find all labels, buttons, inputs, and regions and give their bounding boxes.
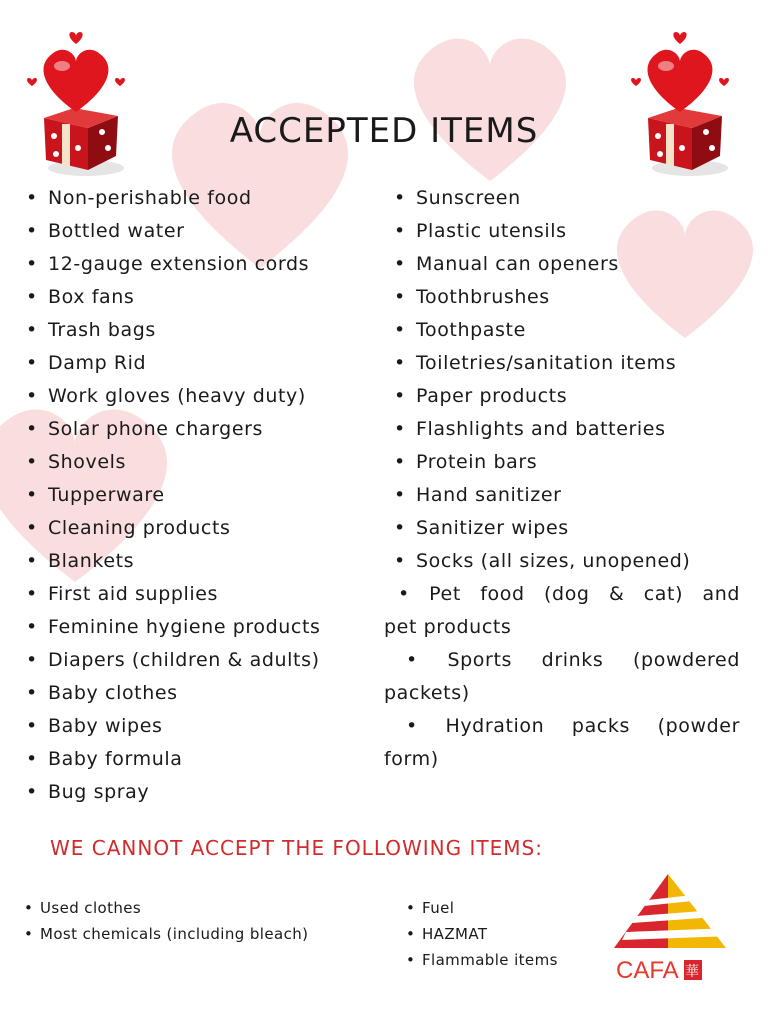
bullet: •	[394, 484, 406, 506]
accepted-item-label: Sanitizer wipes	[416, 517, 569, 539]
rejected-item-label: Flammable items	[422, 951, 558, 969]
word: (powder	[657, 715, 740, 737]
accepted-item-label: Toiletries/sanitation items	[416, 352, 677, 374]
accepted-item-label: Box fans	[48, 286, 135, 308]
rejected-item-label: Used clothes	[40, 899, 142, 917]
bullet: •	[394, 517, 406, 539]
accepted-item	[26, 182, 321, 215]
bullet: •	[26, 715, 38, 737]
accepted-item	[394, 413, 690, 446]
accepted-item	[394, 545, 690, 578]
bullet: •	[394, 286, 406, 308]
accepted-item	[26, 611, 321, 644]
accepted-item	[26, 248, 321, 281]
accepted-item	[26, 644, 321, 677]
bullet: •	[24, 925, 34, 943]
logo-text: CAFA	[616, 957, 679, 984]
accepted-item	[26, 314, 321, 347]
bullet: •	[394, 253, 406, 275]
bullet: •	[26, 616, 38, 638]
accepted-item-label: Plastic utensils	[416, 220, 567, 242]
logo-seal-text: 華	[685, 964, 699, 980]
accepted-item	[394, 347, 690, 380]
accepted-item-label: Non-perishable food	[48, 187, 252, 209]
accepted-item-second-line: pet products	[384, 616, 512, 638]
accepted-item	[394, 479, 690, 512]
gift-box-heart-icon	[16, 30, 128, 180]
rejected-item-label: HAZMAT	[422, 925, 488, 943]
accepted-item	[394, 380, 690, 413]
accepted-item-label: Bug spray	[48, 781, 150, 803]
accepted-item-label: Blankets	[48, 550, 135, 572]
accepted-item-label: 12-gauge extension cords	[48, 253, 310, 275]
background-heart-decoration	[395, 0, 585, 210]
rejected-item-label: Most chemicals (including bleach)	[40, 925, 309, 943]
accepted-item-label: Work gloves (heavy duty)	[48, 385, 306, 407]
accepted-item	[394, 314, 690, 347]
bullet: •	[26, 319, 38, 341]
accepted-item-label: Trash bags	[48, 319, 156, 341]
accepted-item	[26, 545, 321, 578]
word: Sports	[447, 649, 512, 671]
accepted-item	[394, 248, 690, 281]
accepted-item-label: Manual can openers	[416, 253, 619, 275]
accepted-item	[26, 446, 321, 479]
accepted-item	[384, 644, 740, 710]
bullet: •	[406, 951, 416, 969]
rejected-item	[24, 921, 308, 947]
word: food	[480, 583, 525, 605]
bullet: •	[394, 418, 406, 440]
accepted-item	[26, 677, 321, 710]
accepted-item-label: Solar phone chargers	[48, 418, 264, 440]
accepted-item-first-line	[384, 578, 740, 611]
word: •	[406, 649, 418, 671]
word: (dog	[544, 583, 590, 605]
accepted-item-label: Baby clothes	[48, 682, 178, 704]
bullet: •	[394, 451, 406, 473]
bullet: •	[26, 748, 38, 770]
word: drinks	[541, 649, 604, 671]
accepted-item	[26, 512, 321, 545]
bullet: •	[26, 187, 38, 209]
accepted-item	[26, 413, 321, 446]
word: Hydration	[445, 715, 545, 737]
bullet: •	[394, 385, 406, 407]
bullet: •	[26, 286, 38, 308]
word: and	[702, 583, 740, 605]
accepted-item	[26, 743, 321, 776]
word: •	[398, 583, 410, 605]
accepted-items-left-list	[26, 182, 321, 809]
rejected-item	[406, 947, 558, 973]
accepted-item-label: Hand sanitizer	[416, 484, 562, 506]
accepted-item-label: Socks (all sizes, unopened)	[416, 550, 691, 572]
bullet: •	[26, 451, 38, 473]
bullet: •	[26, 583, 38, 605]
bullet: •	[394, 550, 406, 572]
word: •	[406, 715, 418, 737]
bullet: •	[26, 220, 38, 242]
accepted-item	[394, 446, 690, 479]
bullet: •	[26, 781, 38, 803]
accepted-item	[26, 281, 321, 314]
word: Pet	[429, 583, 461, 605]
rejected-item	[406, 921, 558, 947]
rejected-item	[406, 895, 558, 921]
accepted-item	[384, 578, 740, 644]
accepted-item	[26, 215, 321, 248]
bullet: •	[26, 517, 38, 539]
accepted-item-first-line	[384, 644, 740, 677]
rejected-item	[24, 895, 308, 921]
accepted-item-label: Diapers (children & adults)	[48, 649, 320, 671]
rejected-item-label: Fuel	[422, 899, 455, 917]
bullet: •	[26, 682, 38, 704]
accepted-item-label: Damp Rid	[48, 352, 147, 374]
bullet: •	[394, 220, 406, 242]
accepted-item	[384, 710, 740, 776]
accepted-item	[26, 347, 321, 380]
accepted-item	[26, 776, 321, 809]
accepted-item-label: Cleaning products	[48, 517, 231, 539]
bullet: •	[26, 484, 38, 506]
accepted-item	[26, 578, 321, 611]
bullet: •	[26, 550, 38, 572]
accepted-item-label: Baby wipes	[48, 715, 163, 737]
accepted-item-label: Shovels	[48, 451, 127, 473]
word: &	[608, 583, 625, 605]
accepted-item-second-line: form)	[384, 748, 439, 770]
page-title: ACCEPTED ITEMS	[229, 110, 539, 151]
word: packs	[571, 715, 630, 737]
accepted-item	[26, 380, 321, 413]
accepted-item-label: Protein bars	[416, 451, 538, 473]
accepted-item-label: Toothbrushes	[416, 286, 550, 308]
accepted-item	[394, 281, 690, 314]
rejected-items-left-list	[24, 895, 308, 947]
accepted-item-label: Flashlights and batteries	[416, 418, 666, 440]
bullet: •	[24, 899, 34, 917]
gift-box-heart-icon	[620, 30, 732, 180]
rejected-items-right-list	[406, 895, 558, 973]
accepted-item-label: Baby formula	[48, 748, 183, 770]
accepted-item	[26, 479, 321, 512]
bullet: •	[394, 352, 406, 374]
bullet: •	[26, 352, 38, 374]
bullet: •	[26, 649, 38, 671]
accepted-item-second-line: packets)	[384, 682, 470, 704]
bullet: •	[26, 253, 38, 275]
accepted-item-label: Feminine hygiene products	[48, 616, 321, 638]
accepted-item-label: Tupperware	[48, 484, 165, 506]
accepted-item-first-line	[384, 710, 740, 743]
cafa-logo	[606, 870, 746, 990]
bullet: •	[406, 925, 416, 943]
accepted-items-right-list	[394, 182, 690, 578]
accepted-item	[394, 512, 690, 545]
bullet: •	[26, 418, 38, 440]
accepted-item-label: Sunscreen	[416, 187, 521, 209]
accepted-item-label: Paper products	[416, 385, 568, 407]
accepted-item	[394, 182, 690, 215]
bullet: •	[26, 385, 38, 407]
bullet: •	[406, 899, 416, 917]
cannot-accept-heading: WE CANNOT ACCEPT THE FOLLOWING ITEMS:	[50, 836, 543, 860]
accepted-item-label: Bottled water	[48, 220, 185, 242]
bullet: •	[394, 187, 406, 209]
accepted-item-label: Toothpaste	[416, 319, 526, 341]
word: (powdered	[633, 649, 740, 671]
accepted-item	[394, 215, 690, 248]
accepted-item-label: First aid supplies	[48, 583, 219, 605]
word: cat)	[643, 583, 684, 605]
accepted-item	[26, 710, 321, 743]
bullet: •	[394, 319, 406, 341]
